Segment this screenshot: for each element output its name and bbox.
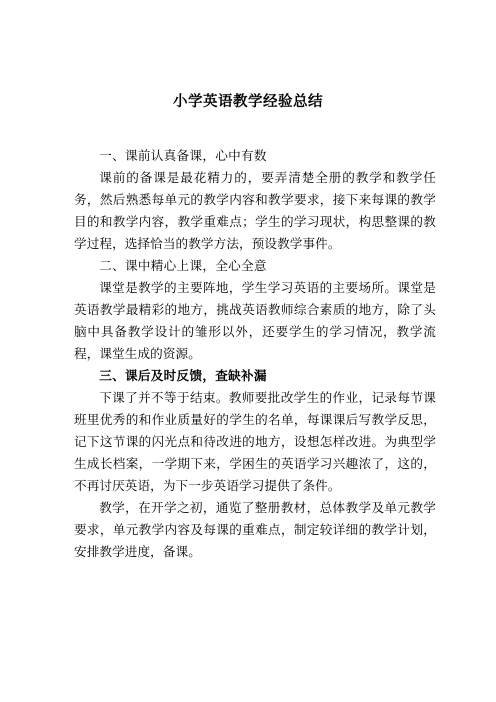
document-title: 小学英语教学经验总结 (173, 94, 323, 110)
paragraph-4: 教学，在开学之初，通览了整册教材，总体教学及单元教学要求，单元教学内容及每课的重难点，制定较详细的教学计划，安排教学进度，备课。 (74, 500, 436, 559)
section-heading-1: 一、课前认真备课，心中有数 (99, 148, 267, 163)
paragraph-3: 下课了并不等于结束。教师要批改学生的作业，记录每节课班里优秀的和作业质量好的学生的名单，每课课后写教学反思，记下这节课的闪光点和待改进的地方，设想怎样改进。为典型学生成长档案，一学期下来，学困生的英语学习兴趣浓了，这的，不再讨厌英语，为下一步英语学习提供了条件。 (74, 390, 436, 493)
section-heading-2: 二、课中精心上课，全心全意 (99, 258, 267, 273)
section-heading-3: 三、课后及时反馈，查缺补漏 (99, 368, 267, 383)
paragraph-1: 课前的备课是最花精力的，要弄清楚全册的教学和教学任务，然后熟悉每单元的教学内容和教学要求，接下来每课的教学目的和教学内容，教学重难点；学生的学习现状，构思整课的教学过程，选择恰当的教学方法，预设教学事件。 (74, 170, 436, 251)
paragraph-2: 课堂是教学的主要阵地，学生学习英语的主要场所。课堂是英语教学最精彩的地方，挑战英语教师综合素质的地方，除了头脑中具备教学设计的雏形以外，还要学生的学习情况，教学流程，课堂生成的资源。 (74, 280, 436, 361)
document-body (74, 145, 436, 563)
